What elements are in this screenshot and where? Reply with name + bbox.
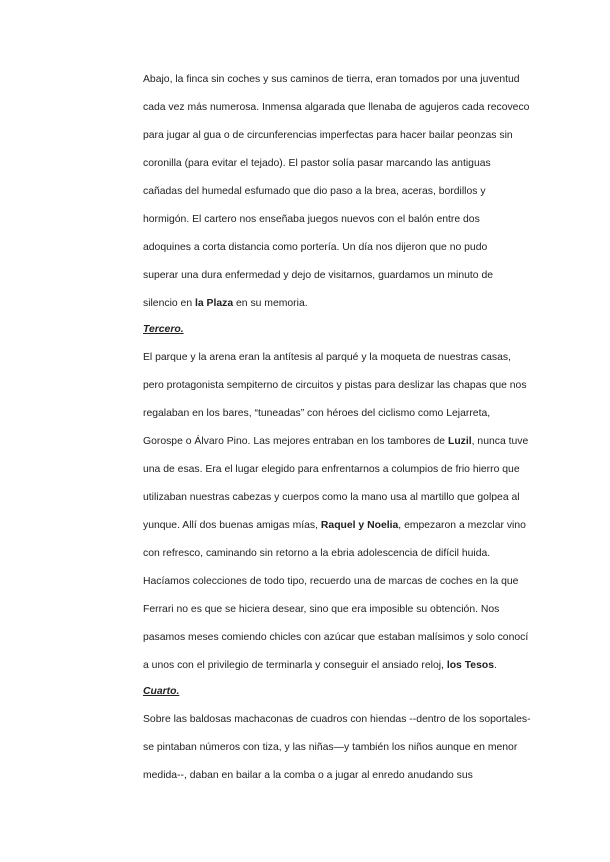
text-line: Abajo, la finca sin coches y sus caminos de tierra, eran tomados por una juventud bbox=[143, 74, 520, 85]
text-span: en su memoria. bbox=[233, 298, 308, 309]
brand-name-bold: Luzil bbox=[447, 436, 472, 447]
text-line: adoquines a corta distancia como portería. Un día nos dijeron que no pudo bbox=[143, 242, 488, 253]
text-span: Gorospe o Álvaro Pino. Las mejores entraban en los tambores de bbox=[143, 436, 448, 447]
text-line: una de esas. Era el lugar elegido para enfrentarnos a columpios de frio hierro que bbox=[143, 464, 520, 475]
text-line: hormigón. El cartero nos enseñaba juegos nuevos con el balón entre dos bbox=[143, 214, 480, 225]
text-span: a unos con el privilegio de terminarla y conseguir el ansiado reloj, bbox=[143, 660, 447, 671]
text-line: Sobre las baldosas machaconas de cuadros con hiendas --dentro de los soportales- bbox=[143, 714, 531, 725]
text-line bbox=[143, 659, 497, 673]
text-line: con refresco, caminando sin retorno a la ebria adolescencia de difícil huida. bbox=[143, 548, 491, 559]
section-heading-tercero: Tercero. bbox=[143, 324, 184, 335]
text-line: coronilla (para evitar el tejado). El pastor solía pasar marcando las antiguas bbox=[143, 158, 491, 169]
text-line: Hacíamos colecciones de todo tipo, recuerdo una de marcas de coches en la que bbox=[143, 576, 519, 587]
text-line bbox=[143, 519, 526, 533]
text-line: pero protagonista sempiterno de circuitos y pistas para deslizar las chapas que nos bbox=[143, 380, 527, 391]
text-line: medida--, daban en bailar a la comba o a jugar al enredo anudando sus bbox=[143, 770, 473, 781]
place-name-bold: la Plaza bbox=[194, 298, 234, 309]
text-span: . bbox=[493, 660, 497, 671]
text-line: pasamos meses comiendo chicles con azúcar que estaban malísimos y solo conocí bbox=[143, 632, 529, 643]
text-line: cañadas del humedal esfumado que dio paso a la brea, aceras, bordillos y bbox=[143, 186, 486, 197]
watch-name-bold: los Tesos bbox=[446, 660, 494, 671]
text-line: para jugar al gua o de circunferencias imperfectas para hacer bailar peonzas sin bbox=[143, 130, 513, 141]
text-line: se pintaban números con tiza, y las niñas—y también los niños aunque en menor bbox=[143, 742, 518, 753]
text-line: regalaban en los bares, “tuneadas” con héroes del ciclismo como Lejarreta, bbox=[143, 408, 491, 419]
text-line bbox=[143, 297, 308, 311]
text-line: utilizaban nuestras cabezas y cuerpos como la mano usa al martillo que golpea al bbox=[143, 492, 520, 503]
text-span: silencio en bbox=[143, 298, 195, 309]
text-span: yunque. Allí dos buenas amigas mías, bbox=[143, 520, 321, 531]
text-line: El parque y la arena eran la antítesis al parqué y la moqueta de nuestras casas, bbox=[143, 352, 511, 363]
text-line: Ferrari no es que se hiciera desear, sino que era imposible su obtención. Nos bbox=[143, 604, 500, 615]
text-line: cada vez más numerosa. Inmensa algarada que llenaba de agujeros cada recoveco bbox=[143, 102, 530, 113]
text-span: , nunca tuve bbox=[471, 436, 529, 447]
text-line bbox=[143, 435, 528, 449]
section-heading-cuarto: Cuarto. bbox=[143, 686, 180, 697]
text-span: , empezaron a mezclar vino bbox=[398, 520, 526, 531]
text-line: superar una dura enfermedad y dejo de visitarnos, guardamos un minuto de bbox=[143, 270, 494, 281]
friends-names-bold: Raquel y Noelia bbox=[320, 520, 399, 531]
